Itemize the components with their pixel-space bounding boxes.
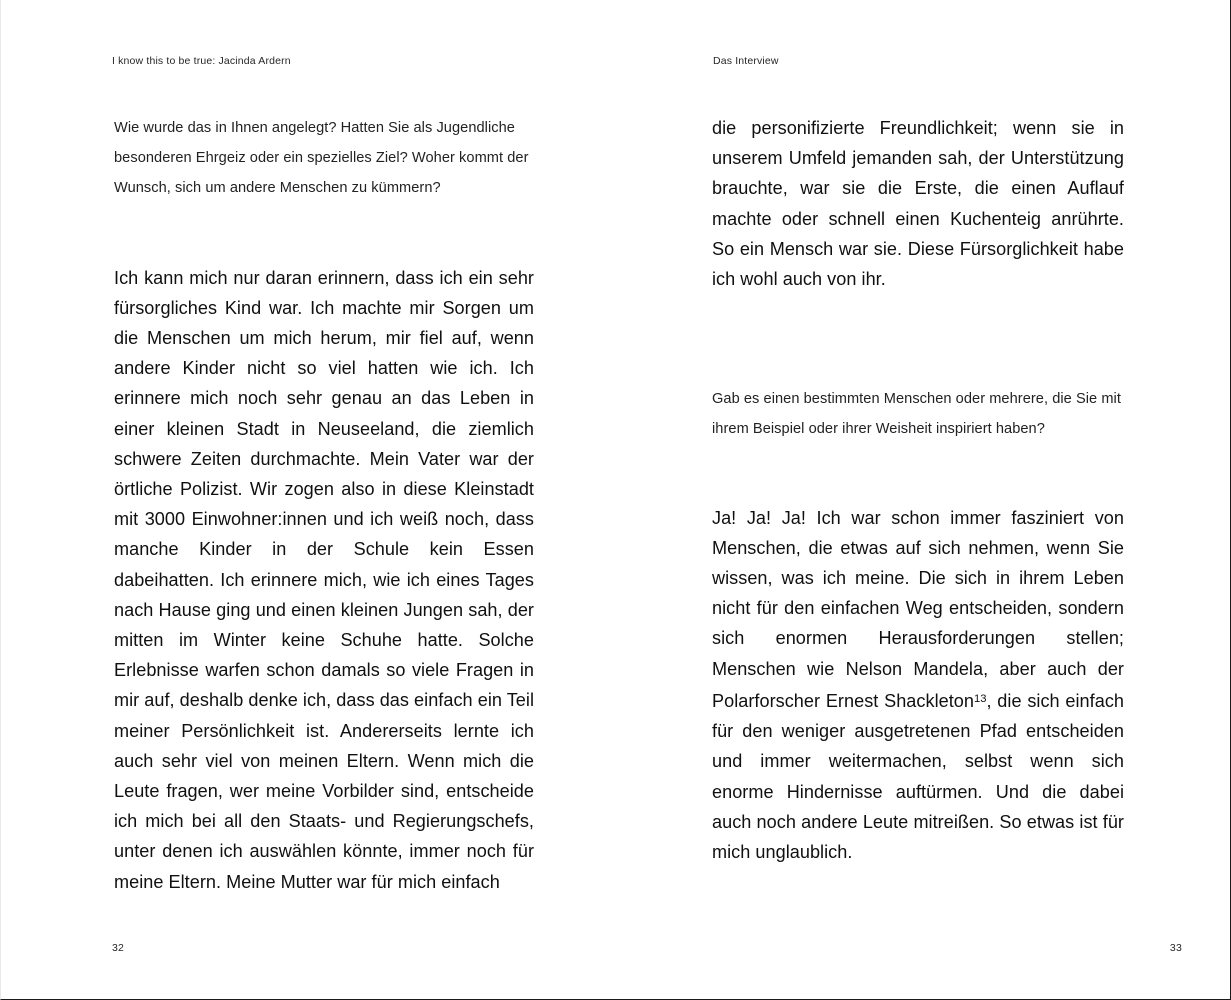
running-head-left: I know this to be true: Jacinda Ardern xyxy=(112,55,291,67)
paragraph-spacer xyxy=(712,445,1124,503)
footnote-marker[interactable]: 13 xyxy=(974,692,987,705)
running-head-right: Das Interview xyxy=(713,55,779,67)
answer-text-after-footnote: , die sich einfach für den weniger ausgetretenen Pfad entscheiden und immer weitermachen, selbst wenn sich enorme Hindernisse auftürmen. Und die dabei auch noch andere Leute mitreißen. So etwas ist für mich unglaublich. xyxy=(712,690,1125,862)
interview-question-left: Wie wurde das in Ihnen angelegt? Hatten Sie als Jugendliche besonderen Ehrgeiz oder ein spezielles Ziel? Woher kommt der Wunsch, sich um andere Menschen zu kümmern? xyxy=(114,120,529,197)
interview-answer-continued: die personifizierte Freundlichkeit; wenn sie in unserem Umfeld jemanden sah, der Unterstützung brauchte, war sie die Erste, die einen Auflauf machte oder schnell einen Kuchenteig anrührte. So ein Mensch war sie. Diese Fürsorglichkeit habe ich wohl auch von ihr. xyxy=(712,118,1124,290)
page-number-right: 33 xyxy=(1169,942,1182,954)
paragraph-spacer xyxy=(114,204,534,263)
text-column-right xyxy=(712,113,1124,867)
text-column-left xyxy=(114,113,534,897)
page-number-left: 32 xyxy=(112,942,125,954)
interview-question-right: Gab es einen bestimmten Menschen oder mehrere, die Sie mit ihrem Beispiel oder ihrer Weisheit inspiriert haben? xyxy=(712,391,1121,438)
interview-answer-left: Ich kann mich nur daran erinnern, dass ich ein sehr fürsorgliches Kind war. Ich machte mir Sorgen um die Menschen um mich herum, mir fiel auf, wenn andere Kinder nicht so viel hatten wie ich. Ich erinnere mich noch sehr genau an das Leben in einer kleinen Stadt in Neuseeland, die ziemlich schwere Zeiten durchmachte. Mein Vater war der örtliche Polizist. Wir zogen also in diese Kleinstadt mit 3000 Einwohner:innen und ich weiß noch, dass manche Kinder in der Schule kein Essen dabeihatten. Ich erinnere mich, wie ich eines Tages nach Hause ging und einen kleinen Jungen sah, der mitten im Winter keine Schuhe hatte. Solche Erlebnisse warfen schon damals so viele Fragen in mir auf, deshalb denke ich, dass das einfach ein Teil meiner Persönlichkeit ist. Andererseits lernte ich auch sehr viel von meinen Eltern. Wenn mich die Leute fragen, wer meine Vorbilder sind, entscheide ich mich bei all den Staats- und Regierungschefs, unter denen ich auswählen könnte, immer noch für meine Eltern. Meine Mutter war für mich einfach xyxy=(114,267,534,892)
page-right xyxy=(616,0,1231,1000)
page-left xyxy=(1,0,616,1000)
interview-answer-right xyxy=(712,503,1124,867)
answer-text-before-footnote: Ja! Ja! Ja! Ich war schon immer fasziniert von Menschen, die etwas auf sich nehmen, wenn Sie wissen, was ich meine. Die sich in ihrem Leben nicht für den einfachen Weg entscheiden, sondern sich enormen Herausforderungen stellen; Menschen wie Nelson Mandela, aber auch der Polarforscher Ernest Shackleton xyxy=(712,507,1124,711)
paragraph-spacer xyxy=(712,294,1124,384)
